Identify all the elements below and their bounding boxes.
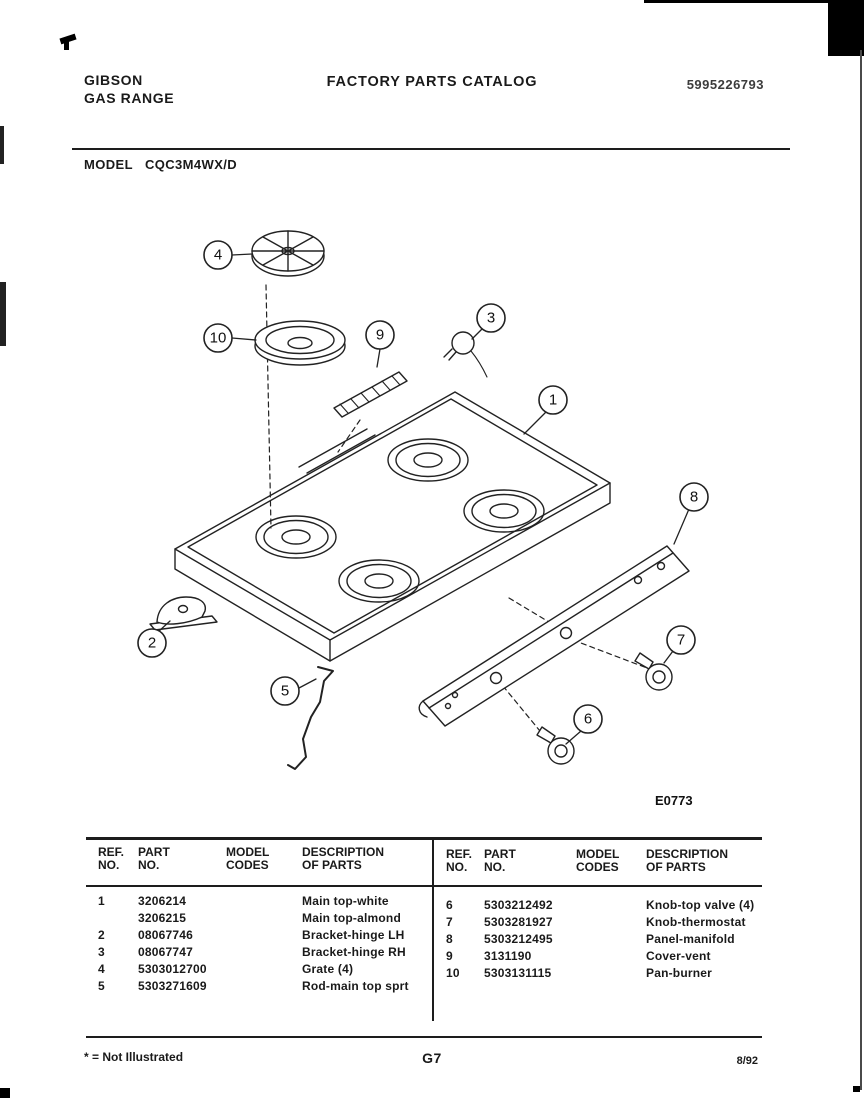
ref-cell: 5 [98, 979, 105, 993]
desc-cell: Knob-thermostat [646, 915, 746, 929]
callout-number: 2 [147, 634, 157, 652]
part-cell: 3131190 [484, 949, 532, 963]
codes-cell [576, 931, 646, 948]
table-top-rule [86, 837, 762, 840]
model-label: MODEL [84, 157, 133, 172]
callout-number: 10 [209, 329, 227, 347]
codes-cell [226, 893, 302, 910]
brand-line-2: GAS RANGE [84, 90, 175, 106]
model-number: CQC3M4WX/D [144, 157, 238, 172]
ref-cell: 4 [98, 962, 105, 976]
manifold-panel-part [419, 546, 689, 726]
part-cell: 5303281927 [484, 915, 553, 929]
ref-cell: 8 [446, 932, 453, 946]
desc-cell: Main top-almond [302, 911, 401, 925]
part-header: PART NO. [138, 845, 170, 872]
codes-cell [576, 897, 646, 914]
not-illustrated-note: * = Not Illustrated [84, 1050, 184, 1064]
part-header: PART NO. [484, 847, 516, 874]
part-cell: 08067747 [138, 945, 193, 959]
callout-number: 8 [689, 488, 699, 506]
table-bottom-rule [86, 1036, 762, 1038]
thermostat-knob-part [444, 332, 487, 377]
part-cell: 3206215 [138, 911, 187, 925]
vent-cover-part [334, 372, 407, 417]
part-cell: 5303212492 [484, 898, 553, 912]
callout-number: 3 [486, 309, 496, 327]
ref-header: REF. NO. [446, 847, 473, 874]
main-top-part [175, 392, 610, 661]
desc-cell: Cover-vent [646, 949, 711, 963]
ref-cell: 3 [98, 945, 105, 959]
callout-number: 6 [583, 710, 593, 728]
part-cell: 08067746 [138, 928, 193, 942]
parts-table-left [98, 846, 430, 995]
desc-cell: Bracket-hinge LH [302, 928, 405, 942]
grate-part [252, 231, 324, 276]
codes-cell [226, 944, 302, 961]
valve-knob-part [635, 653, 672, 690]
part-cell: 5303131115 [484, 966, 552, 980]
document-number: 5995226793 [686, 77, 764, 92]
hinge-bracket-part [150, 597, 217, 630]
callout-number: 7 [676, 631, 686, 649]
table-divider-rule [432, 837, 434, 1021]
codes-cell [576, 914, 646, 931]
valve-knob-part [537, 727, 574, 764]
catalog-title: FACTORY PARTS CATALOG [326, 74, 538, 90]
callout-number: 9 [375, 326, 385, 344]
desc-cell: Rod-main top sprt [302, 979, 409, 993]
ref-cell: 7 [446, 915, 453, 929]
part-cell: 5303212495 [484, 932, 553, 946]
ref-cell: 1 [98, 894, 105, 908]
brand-line-1: GIBSON [84, 72, 143, 88]
desc-cell: Main top-white [302, 894, 389, 908]
codes-cell [226, 978, 302, 995]
page-code: G7 [422, 1050, 442, 1066]
date-code: 8/92 [736, 1055, 758, 1067]
ref-cell: 9 [446, 949, 453, 963]
parts-table-right [446, 848, 764, 982]
callout-number: 5 [280, 682, 290, 700]
desc-header: DESCRIPTION OF PARTS [646, 847, 729, 874]
part-cell: 5303012700 [138, 962, 207, 976]
desc-cell: Panel-manifold [646, 932, 735, 946]
callout-number: 1 [548, 391, 558, 409]
codes-header: MODEL CODES [576, 847, 620, 874]
ref-cell: 6 [446, 898, 453, 912]
ref-cell: 10 [446, 966, 460, 980]
desc-cell: Bracket-hinge RH [302, 945, 406, 959]
part-cell: 5303271609 [138, 979, 207, 993]
codes-cell [226, 927, 302, 944]
codes-cell [576, 948, 646, 965]
codes-header: MODEL CODES [226, 845, 270, 872]
ref-cell: 2 [98, 928, 105, 942]
figure-code: E0773 [655, 793, 693, 808]
pan-burner-part [255, 321, 345, 365]
codes-cell [576, 965, 646, 982]
desc-cell: Pan-burner [646, 966, 713, 980]
ref-cell [98, 910, 138, 927]
desc-cell: Grate (4) [302, 962, 354, 976]
desc-header: DESCRIPTION OF PARTS [302, 845, 385, 872]
desc-cell: Knob-top valve (4) [646, 898, 755, 912]
codes-cell [226, 910, 302, 927]
ref-header: REF. NO. [98, 845, 125, 872]
callout-number: 4 [213, 246, 223, 264]
part-cell: 3206214 [138, 894, 187, 908]
codes-cell [226, 961, 302, 978]
